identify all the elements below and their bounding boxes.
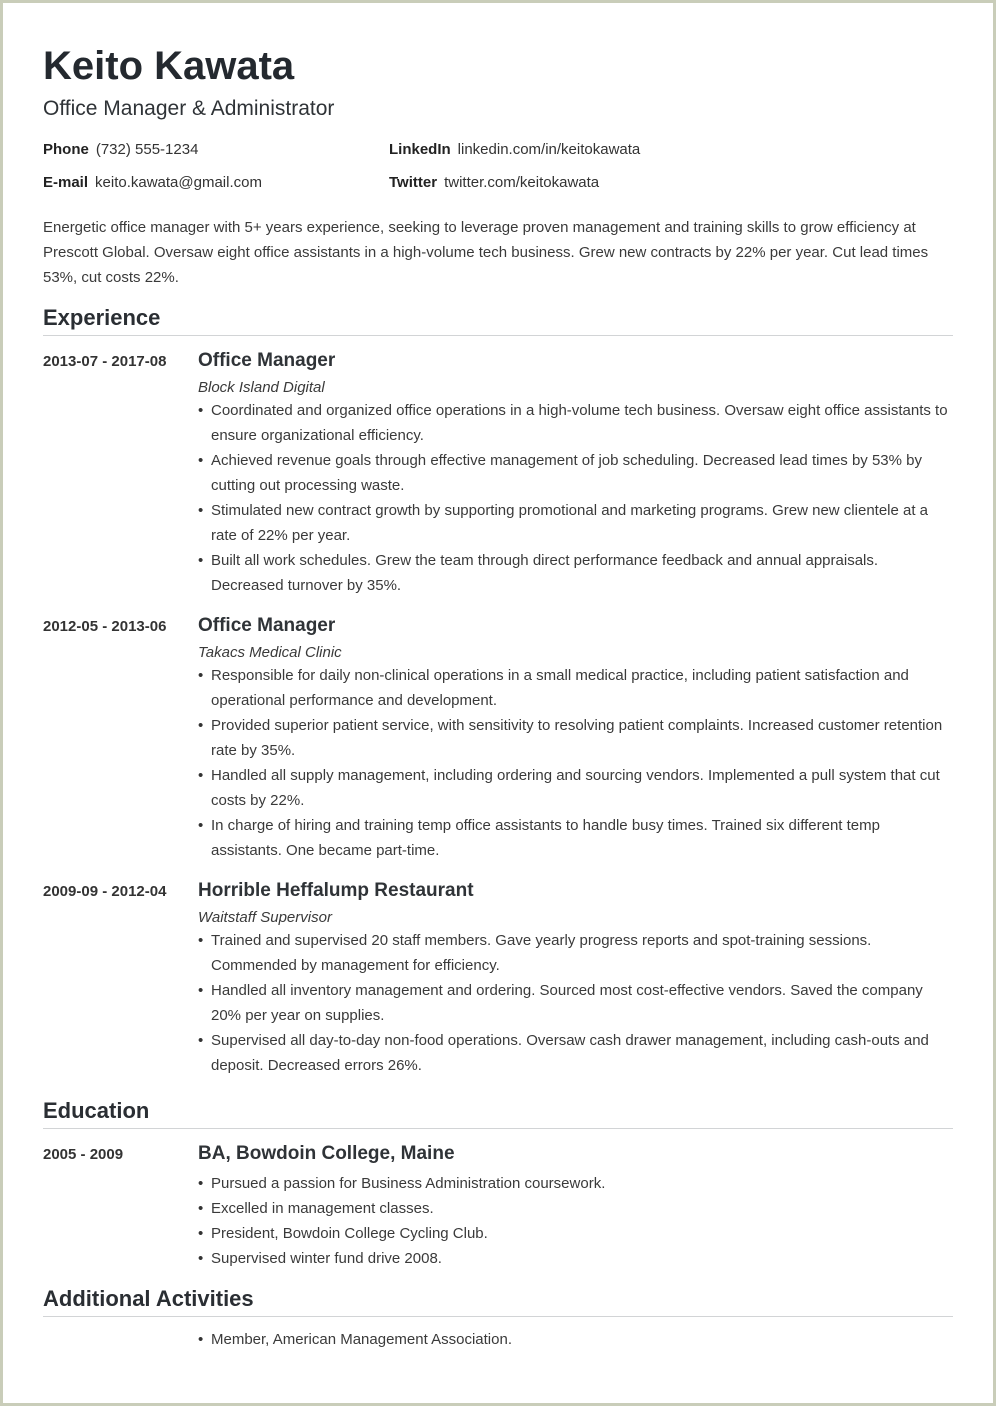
entry-body [198, 879, 953, 1078]
bullet-item: • Trained and supervised 20 staff members. Gave yearly progress reports and spot-training sessions. Commended by management for efficiency. [198, 928, 953, 978]
bullet-item: • Supervised all day-to-day non-food operations. Oversaw cash drawer management, including cash-outs and deposit. Decreased errors 26%. [198, 1028, 953, 1078]
entry-bullets [198, 1171, 953, 1271]
experience-heading: Experience [43, 305, 161, 330]
contact-twitter [389, 173, 599, 193]
bullet-item: • Member, American Management Association. [198, 1327, 953, 1352]
email-label: E-mail [43, 174, 89, 191]
entry-bullets [198, 398, 953, 598]
resume-page [3, 3, 993, 1403]
bullet-item: • President, Bowdoin College Cycling Club. [198, 1221, 953, 1246]
entry-title: Office Manager [198, 615, 336, 636]
entry-bullets [198, 663, 953, 863]
contact-phone [43, 140, 198, 160]
entry-bullets [198, 928, 953, 1078]
entry-bullets [198, 1327, 953, 1352]
bullet-item: • Excelled in management classes. [198, 1196, 953, 1221]
entry-body [198, 1142, 953, 1271]
bullet-item: • Handled all supply management, including ordering and sourcing vendors. Implemented a pull system that cut costs by 22%. [198, 763, 953, 813]
entry-dates: 2013-07 - 2017-08 [43, 353, 167, 370]
entry-company: Takacs Medical Clinic [198, 644, 342, 661]
activities-divider [43, 1316, 953, 1317]
phone-label: Phone [43, 141, 89, 158]
twitter-value: twitter.com/keitokawata [444, 174, 600, 191]
candidate-role: Office Manager & Administrator [43, 97, 335, 120]
education-divider [43, 1128, 953, 1129]
summary-paragraph: Energetic office manager with 5+ years experience, seeking to leverage proven management and training skills to grow efficiency at Prescott Global. Oversaw eight office assistants in a high-volume tech business. Grew new contracts by 22% per year. Cut lead times 53%, cut costs 22%. [43, 219, 929, 286]
bullet-item: • Provided superior patient service, with sensitivity to resolving patient complaints. Increased customer retention rate by 35%. [198, 713, 953, 763]
bullet-item: • Responsible for daily non-clinical operations in a small medical practice, including patient satisfaction and operational performance and development. [198, 663, 953, 713]
entry-company: Block Island Digital [198, 379, 325, 396]
entry-title: BA, Bowdoin College, Maine [198, 1143, 455, 1164]
bullet-item: • Pursued a passion for Business Administration coursework. [198, 1171, 953, 1196]
contact-linkedin [389, 140, 640, 160]
email-value: keito.kawata@gmail.com [95, 174, 262, 191]
entry-title: Horrible Heffalump Restaurant [198, 880, 474, 901]
education-heading: Education [43, 1098, 150, 1123]
entry-body [198, 614, 953, 863]
bullet-item: • Built all work schedules. Grew the team through direct performance feedback and annual appraisals. Decreased turnover by 35%. [198, 548, 953, 598]
linkedin-label: LinkedIn [389, 141, 451, 158]
bullet-item: • Coordinated and organized office operations in a high-volume tech business. Oversaw eight office assistants to ensure organizational efficiency. [198, 398, 953, 448]
contact-email [43, 173, 262, 193]
entry-title: Office Manager [198, 350, 336, 371]
candidate-name: Keito Kawata [43, 44, 295, 88]
bullet-item: • Handled all inventory management and ordering. Sourced most cost-effective vendors. Saved the company 20% per year on supplies. [198, 978, 953, 1028]
bullet-item: • Supervised winter fund drive 2008. [198, 1246, 953, 1271]
twitter-label: Twitter [389, 174, 438, 191]
bullet-item: • In charge of hiring and training temp office assistants to handle busy times. Trained six different temp assistants. One became part-time. [198, 813, 953, 863]
bullet-item: • Stimulated new contract growth by supporting promotional and marketing programs. Grew new clientele at a rate of 22% per year. [198, 498, 953, 548]
entry-dates: 2012-05 - 2013-06 [43, 618, 167, 635]
activities-heading: Additional Activities [43, 1286, 254, 1311]
entry-body [198, 1327, 953, 1352]
entry-dates: 2009-09 - 2012-04 [43, 883, 167, 900]
phone-value: (732) 555-1234 [95, 141, 199, 158]
experience-divider [43, 335, 953, 336]
entry-body [198, 349, 953, 598]
entry-dates: 2005 - 2009 [43, 1146, 124, 1163]
bullet-item: • Achieved revenue goals through effective management of job scheduling. Decreased lead times by 53% by cutting out processing waste. [198, 448, 953, 498]
linkedin-value: linkedin.com/in/keitokawata [457, 141, 641, 158]
entry-company: Waitstaff Supervisor [198, 909, 332, 926]
